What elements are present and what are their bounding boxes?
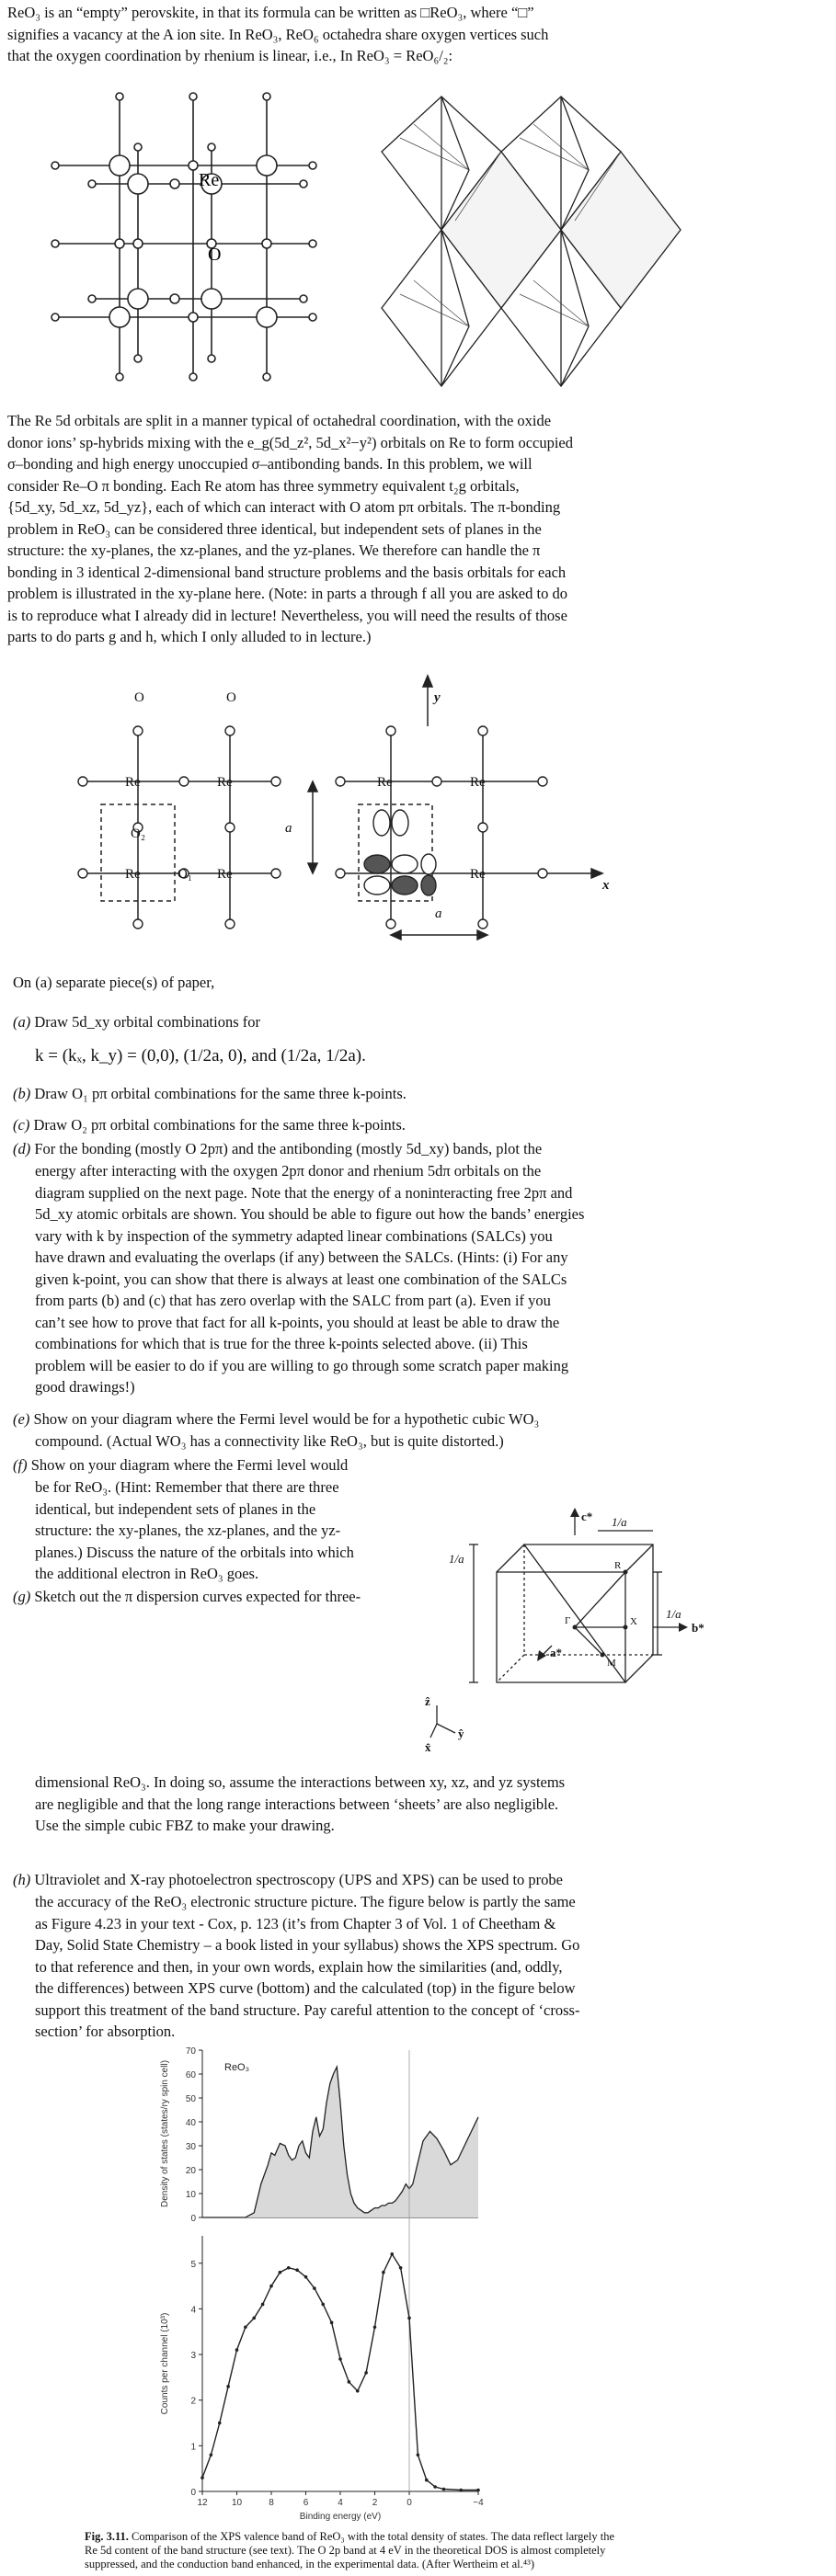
y-tick-label: 0 <box>190 2214 196 2224</box>
question-text: Ultraviolet and X-ray photoelectron spectroscopy (UPS and XPS) can be used to probe <box>34 1871 563 1888</box>
y-tick-label: 5 <box>190 2259 196 2270</box>
x-tick-label: 8 <box>269 2498 274 2508</box>
text-line: problem will be easier to do if you are willing to go through some scratch paper making <box>35 1356 569 1374</box>
question-tag: (a) <box>13 1013 31 1031</box>
one-over-a-label: 1/a <box>666 1607 681 1621</box>
question-tag: (g) <box>13 1588 31 1605</box>
orbital-lobes <box>364 810 436 895</box>
question-tag: (d) <box>13 1140 31 1157</box>
xps-data-point <box>235 2348 239 2352</box>
text-line: {5d_xy, 5d_xz, 5d_yz}, each of which can interact with O atom pπ orbitals. The π-bonding <box>7 498 561 516</box>
xps-data-point <box>407 2317 411 2320</box>
text-line: given k-point, you can show that there is always at least one combination of the SALCs <box>35 1270 567 1288</box>
xps-data-point <box>356 2389 360 2393</box>
text-line: σ–bonding and high energy unoccupied σ–antibonding bands. In this problem, we will <box>7 455 533 473</box>
y-tick-label: 2 <box>190 2396 196 2407</box>
b-star-label: b* <box>692 1621 704 1635</box>
question-f <box>13 1454 436 1476</box>
re-atom-label: Re <box>125 867 141 882</box>
x-tick-label: 10 <box>231 2498 243 2508</box>
text-line: be for ReO₃. (Hint: Remember that there are three <box>35 1478 339 1496</box>
y-hat-label: ŷ <box>458 1727 464 1740</box>
xps-data-point <box>433 2485 437 2489</box>
re-label: Re <box>199 170 220 190</box>
text-line: have drawn and evaluating the overlaps (if any) between the SALCs. (Hints: (i) For any <box>35 1248 568 1266</box>
text-line: energy after interacting with the oxygen 2pπ donor and rhenium 5dπ orbitals on the <box>35 1162 542 1180</box>
text-line: planes.) Discuss the nature of the orbitals into which <box>35 1543 354 1561</box>
o2-label: O₂ <box>131 826 146 841</box>
xps-data-point <box>261 2303 265 2307</box>
question-tag: (b) <box>13 1085 31 1102</box>
xps-data-point <box>269 2285 273 2288</box>
re-atom-label: Re <box>125 775 141 790</box>
text-line: problem in ReO₃ can be considered three identical, but independent sets of planes in the <box>7 519 542 538</box>
text-line: from parts (b) and (c) that has zero overlap with the SALC from part (a). Even if you <box>35 1292 551 1309</box>
y-tick-label: 50 <box>185 2094 196 2104</box>
xps-data-point <box>390 2252 394 2256</box>
y-tick-label: 1 <box>190 2442 196 2453</box>
text-line: structure: the xy-planes, the xz-planes, and the yz-planes. We therefore can handle the π <box>7 541 541 559</box>
x-tick-label: 12 <box>197 2498 208 2508</box>
question-f-body <box>35 1476 440 1585</box>
text-line: problem is illustrated in the xy-plane here. (Note: in parts a through f all you are asked to do <box>7 585 567 602</box>
question-g <box>13 1586 436 1608</box>
question-g-body <box>35 1772 822 1837</box>
text-line: the differences) between XPS curve (bottom) and the calculated (top) in the figure below <box>35 1979 576 1997</box>
xps-data-point <box>348 2380 351 2384</box>
gamma-point-label: Γ <box>565 1615 571 1626</box>
intro-line: ReO₃ is an “empty” perovskite, in that its formula can be written as □ReO₃, where “□” <box>7 4 534 21</box>
o-label: O <box>208 245 222 265</box>
o1-label: O₁ <box>178 867 193 882</box>
xps-data-point <box>287 2266 291 2270</box>
text-line: the accuracy of the ReO₃ electronic structure picture. The figure below is partly the same <box>35 1893 576 1910</box>
xps-data-point <box>200 2476 204 2479</box>
z-hat-label: ẑ <box>425 1694 430 1708</box>
xps-data-point <box>226 2385 230 2388</box>
xps-data-point <box>382 2271 385 2274</box>
one-over-a-label: 1/a <box>612 1515 627 1529</box>
x-point-label: X <box>630 1616 637 1627</box>
caption-title: Fig. 3.11. <box>85 2530 129 2543</box>
x-hat-label: x̂ <box>425 1740 431 1754</box>
band-paragraph <box>7 410 826 648</box>
xps-data-point <box>252 2317 256 2320</box>
re-atom-label: Re <box>470 867 486 882</box>
xps-data-point <box>459 2489 463 2492</box>
text-line: parts to do parts g and h, which I only alluded to in lecture.) <box>7 628 372 645</box>
text-line: Day, Solid State Chemistry – a book listed in your syllabus) shows the XPS spectrum. Go <box>35 1936 580 1954</box>
xps-data-point <box>338 2357 342 2361</box>
octahedra-drawing <box>382 97 681 386</box>
x-tick-label: 0 <box>407 2498 412 2508</box>
text-line: is to reproduce what I already did in lecture! Nevertheless, you will need the results of those <box>7 606 567 624</box>
r-point-label: R <box>614 1560 622 1571</box>
x-tick-label: 2 <box>372 2498 378 2508</box>
xps-data-point <box>476 2489 480 2492</box>
text-line: good drawings!) <box>35 1378 135 1396</box>
x-axis-label: x <box>602 878 610 893</box>
x-tick-label: 6 <box>303 2498 309 2508</box>
xps-data-point <box>295 2268 299 2272</box>
figure-caption <box>85 2530 618 2571</box>
xps-dos-comparison-chart <box>129 2043 515 2521</box>
intro-line: that the oxygen coordination by rhenium is linear, i.e., In ReO₃ = ReO₆/₂: <box>7 47 453 64</box>
a-star-label: a* <box>550 1646 562 1659</box>
xps-data-point <box>321 2303 325 2307</box>
dos-area <box>202 2067 478 2217</box>
question-text: Draw O₁ pπ orbital combinations for the same three k-points. <box>34 1085 407 1102</box>
question-tag: (e) <box>13 1410 30 1428</box>
c-star-label: c* <box>581 1510 593 1523</box>
xps-data-point <box>313 2286 316 2290</box>
lattice-drawing <box>55 97 313 377</box>
question-text: For the bonding (mostly O 2pπ) and the antibonding (mostly 5d_xy) bands, plot the <box>34 1140 543 1157</box>
xps-data-point <box>304 2275 308 2279</box>
caption-text: Comparison of the XPS valence band of ReO₃ with the total density of states. The data reflect largely the Re 5d content of the band structure (see text). The O 2p band at 4 eV in the theoretical DOS is almost completely suppressed, and the conduction band enhanced, in the experimental data. (After Wertheim et al.⁴³) <box>85 2530 614 2570</box>
question-tag: (h) <box>13 1871 31 1888</box>
xps-data-point <box>244 2325 247 2329</box>
question-text: Sketch out the π dispersion curves expected for three- <box>34 1588 361 1605</box>
question-d-body <box>35 1160 822 1398</box>
y-axis-label: Counts per channel (10³) <box>160 2312 170 2415</box>
question-b <box>13 1083 822 1105</box>
y-axis-label: y <box>434 690 441 705</box>
question-h <box>13 1869 822 1891</box>
text-line: dimensional ReO₃. In doing so, assume the interactions between xy, xz, and yz systems <box>35 1773 566 1791</box>
question-tag: (c) <box>13 1116 30 1134</box>
question-text: Show on your diagram where the Fermi level would be for a hypothetic cubic WO₃ <box>33 1410 540 1428</box>
a-label: a <box>435 906 442 921</box>
xy-plane-basis-figure <box>64 676 653 942</box>
o-atom-label: O <box>134 690 144 705</box>
y-tick-label: 0 <box>190 2488 196 2498</box>
xps-data-point <box>218 2422 222 2425</box>
chart-title: ReO₃ <box>224 2062 250 2073</box>
y-tick-label: 70 <box>185 2046 196 2057</box>
xps-data-point <box>364 2371 368 2375</box>
text-line: Use the simple cubic FBZ to make your drawing. <box>35 1817 335 1834</box>
k-vector-expression: k = (kₓ, k_y) = (0,0), (1/2a, 0), and (1/2a, 1/2a). <box>35 1046 366 1066</box>
xps-data-point <box>442 2488 446 2491</box>
y-tick-label: 3 <box>190 2351 196 2362</box>
text-line: as Figure 4.23 in your text - Cox, p. 123 (it’s from Chapter 3 of Vol. 1 of Cheetham & <box>35 1914 556 1932</box>
y-axis-label: Density of states (states/ry spin cell) <box>160 2059 170 2208</box>
question-text: Show on your diagram where the Fermi level would <box>30 1456 349 1474</box>
x-axis-label: Binding energy (eV) <box>299 2512 382 2522</box>
instruction-line: On (a) separate piece(s) of paper, <box>13 974 215 991</box>
reo3-structure-figure <box>37 83 717 395</box>
text-line: consider Re–O π bonding. Each Re atom has three symmetry equivalent t₂g orbitals, <box>7 476 520 495</box>
xps-data-point <box>399 2266 403 2270</box>
one-over-a-label: 1/a <box>449 1552 464 1566</box>
a-label: a <box>285 821 292 836</box>
question-tag: (f) <box>13 1456 28 1474</box>
intro-line: signifies a vacancy at the A ion site. In ReO₃, ReO₆ octahedra share oxygen vertices such <box>7 25 549 43</box>
text-line: support this treatment of the band structure. Pay careful attention to the concept of ‘cross- <box>35 2000 580 2019</box>
text-line: bonding in 3 identical 2-dimensional band structure problems and the basis orbitals for each <box>7 563 567 581</box>
text-line: structure: the xy-planes, the xz-planes, and the yz- <box>35 1522 341 1539</box>
text-line: donor ions’ sp-hybrids mixing with the e_g(5d_z², 5d_x²−y²) orbitals on Re to form occupied <box>7 433 573 451</box>
re-atom-label: Re <box>470 775 486 790</box>
question-h-body <box>35 1891 822 2043</box>
xps-data-point <box>279 2271 282 2274</box>
fbz-cube-figure <box>425 1508 717 1756</box>
lattice-atoms <box>52 93 316 381</box>
question-e <box>13 1408 822 1430</box>
text-line: diagram supplied on the next page. Note that the energy of a noninteracting free 2pπ and <box>35 1183 573 1202</box>
text-line: The Re 5d orbitals are split in a manner typical of octahedral coordination, with the oxide <box>7 412 552 429</box>
y-tick-label: 60 <box>185 2070 196 2080</box>
y-tick-label: 40 <box>185 2118 196 2128</box>
text-line: the additional electron in ReO₃ goes. <box>35 1565 259 1582</box>
text-line: 5d_xy atomic orbitals are shown. You should be able to figure out how the bands’ energies <box>35 1205 585 1223</box>
text-line: section’ for absorption. <box>35 2023 176 2040</box>
question-text: Draw O₂ pπ orbital combinations for the same three k-points. <box>33 1116 406 1134</box>
question-text: Draw 5d_xy orbital combinations for <box>34 1013 260 1031</box>
question-d <box>13 1138 822 1160</box>
x-tick-label: −4 <box>473 2498 484 2508</box>
xps-data-point <box>210 2453 213 2456</box>
question-c <box>13 1114 822 1136</box>
re-atom-label: Re <box>377 775 393 790</box>
y-tick-label: 10 <box>185 2190 196 2200</box>
re-atom-label: Re <box>217 867 233 882</box>
xps-data-point <box>330 2321 334 2325</box>
intro-paragraph <box>7 2 826 67</box>
m-point-label: M <box>607 1658 616 1669</box>
text-line: to that reference and then, in your own words, explain how the similarities (and, oddly, <box>35 1957 563 1976</box>
text-line: are negligible and that the long range interactions between ‘sheets’ are also negligible. <box>35 1795 559 1813</box>
y-tick-label: 30 <box>185 2142 196 2152</box>
text-line: combinations for which that is true for the three k-points selected above. (ii) This <box>35 1335 528 1352</box>
question-e-body: compound. (Actual WO₃ has a connectivity like ReO₃, but is quite distorted.) <box>35 1432 504 1450</box>
text-line: can’t see how to prove that fact for all k-points, you should at least be able to draw the <box>35 1313 560 1331</box>
re-atom-label: Re <box>217 775 233 790</box>
y-tick-label: 4 <box>190 2305 196 2316</box>
xps-data-point <box>417 2453 420 2456</box>
text-line: identical, but independent sets of planes in the <box>35 1499 316 1518</box>
xps-data-point <box>373 2325 377 2329</box>
xps-fit-line <box>202 2254 478 2491</box>
question-a <box>13 1011 822 1033</box>
text-line: vary with k by inspection of the symmetry adapted linear combinations (SALCs) you <box>35 1226 553 1245</box>
xps-data-point <box>425 2479 429 2482</box>
y-tick-label: 20 <box>185 2166 196 2176</box>
o-atom-label: O <box>226 690 236 705</box>
x-tick-label: 4 <box>338 2498 343 2508</box>
